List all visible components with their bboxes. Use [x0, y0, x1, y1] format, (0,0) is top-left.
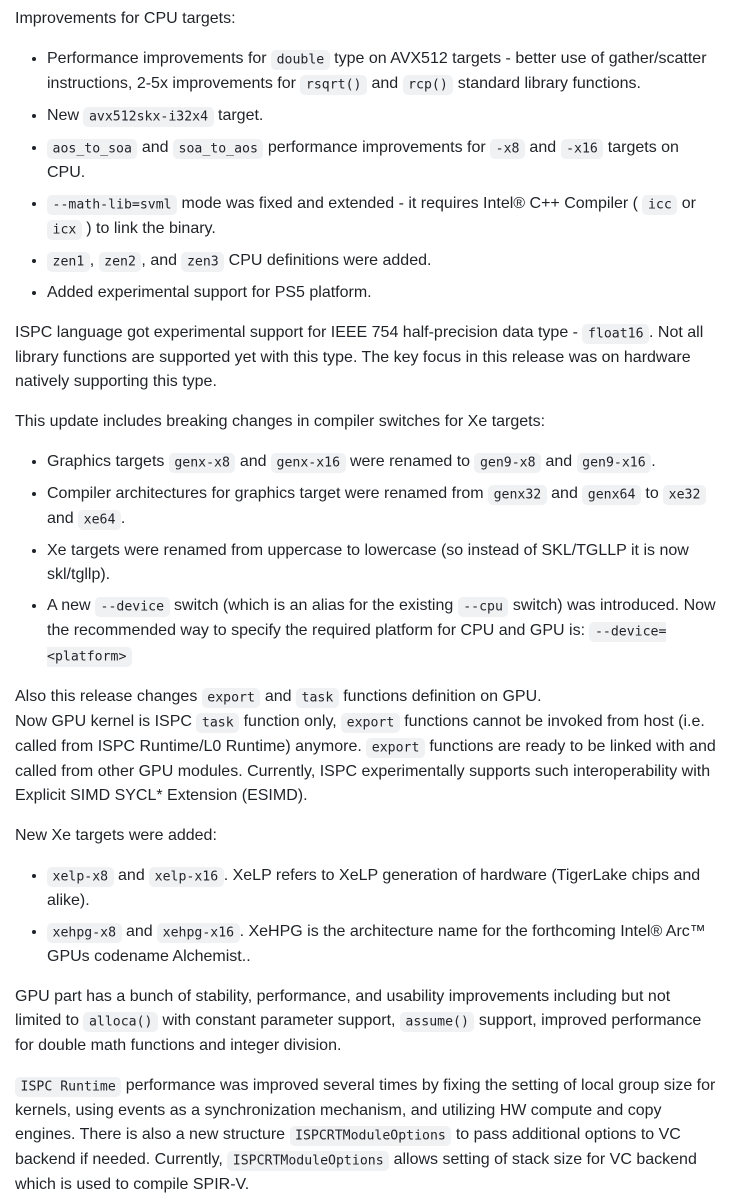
inline-code: xelp-x8	[47, 867, 114, 887]
text-run: performance was improved several times by fixing the setting of local group size for kernels, using events as a synchronization mechanism, and utilizing HW compute and copy engines. There is also a new structure	[15, 1077, 716, 1143]
inline-code: export	[366, 738, 425, 758]
list-item	[47, 594, 720, 669]
text-run: functions definition on GPU.	[338, 688, 542, 705]
text-run: type on AVX512 targets - better use of gather/scatter instructions, 2-5x improvements for	[47, 50, 707, 92]
text-run: allows setting of stack size for VC backend which is used to compile SPIR-V.	[15, 1151, 697, 1193]
text-run: Also this release changes	[15, 688, 202, 705]
text-run: , and	[141, 252, 182, 269]
text-run: Added experimental support for PS5 platform.	[47, 284, 372, 301]
list-item	[47, 864, 720, 913]
text-run: switch) was introduced. Now the recommended way to specify the required platform for CPU and GPU is:	[47, 597, 716, 639]
inline-code: soa_to_aos	[173, 139, 263, 159]
text-run: and	[524, 139, 561, 156]
inline-code: rsqrt()	[300, 75, 367, 95]
text-run: targets on CPU.	[47, 139, 679, 181]
text-run: target.	[213, 107, 264, 124]
text-run: were renamed to	[345, 453, 475, 470]
text-run: and	[137, 139, 173, 156]
list-item	[47, 192, 720, 242]
list-item	[47, 136, 720, 185]
inline-code: --cpu	[458, 597, 509, 617]
inline-code: --device	[95, 597, 170, 617]
inline-code: zen1	[47, 252, 90, 272]
bullet-list	[15, 47, 720, 305]
inline-code: export	[341, 713, 400, 733]
text-run: switch (which is an alias for the existing	[169, 597, 458, 614]
list-item	[47, 920, 720, 969]
inline-code: --math-lib=svml	[47, 195, 177, 215]
text-run: CPU definitions were added.	[224, 252, 432, 269]
inline-code: -x16	[561, 139, 604, 159]
text-run: This update includes breaking changes in compiler switches for Xe targets:	[15, 413, 546, 430]
inline-code: zen3	[181, 252, 224, 272]
text-run: and	[260, 688, 297, 705]
text-run: New	[47, 107, 84, 124]
inline-code: ISPCRTModuleOptions	[227, 1151, 389, 1171]
inline-code: -x8	[490, 139, 525, 159]
list-item	[47, 104, 720, 129]
text-run: GPU part has a bunch of stability, performance, and usability improvements including but not limited to	[15, 988, 671, 1029]
inline-code: genx-x8	[169, 453, 236, 473]
inline-code: rcp()	[403, 75, 454, 95]
text-run: functions cannot be invoked from host (i.e. called from ISPC Runtime/L0 Runtime) anymore.	[15, 713, 705, 755]
text-run: and	[546, 485, 583, 502]
bullet-list	[15, 864, 720, 969]
text-run: Improvements for CPU targets:	[15, 10, 236, 27]
list-item	[47, 249, 720, 274]
list-item	[47, 47, 720, 97]
text-run: and	[113, 867, 150, 884]
paragraph	[15, 321, 720, 394]
inline-code: ISPC Runtime	[15, 1077, 121, 1097]
text-run: and	[47, 510, 79, 527]
text-run: with constant parameter support,	[158, 1012, 400, 1029]
paragraph	[15, 410, 720, 434]
text-run: function only,	[239, 713, 342, 730]
inline-code: genx32	[488, 485, 547, 505]
inline-code: xehpg-x8	[47, 923, 122, 943]
inline-code: ISPCRTModuleOptions	[290, 1126, 452, 1146]
inline-code: genx-x16	[271, 453, 346, 473]
text-run: and	[367, 75, 403, 92]
text-run: to	[640, 485, 664, 502]
text-run: ISPC language got experimental support for IEEE 754 half-precision data type -	[15, 324, 583, 341]
inline-code: export	[202, 688, 261, 708]
inline-code: xe64	[78, 510, 121, 530]
list-item	[47, 281, 720, 305]
text-run: .	[120, 510, 126, 527]
text-run: ,	[89, 252, 99, 269]
inline-code: xelp-x16	[149, 867, 224, 887]
list-item	[47, 450, 720, 475]
inline-code: gen9-x16	[577, 453, 652, 473]
text-run: support, improved performance for double math functions and integer division.	[15, 1012, 702, 1054]
text-run: Compiler architectures for graphics target were renamed from	[47, 485, 489, 502]
inline-code: gen9-x8	[474, 453, 541, 473]
text-run: Now GPU kernel is ISPC	[15, 713, 197, 730]
text-run: Performance improvements for	[47, 50, 272, 67]
paragraph	[15, 685, 720, 808]
text-run: and	[541, 453, 577, 470]
text-run: . XeHPG is the architecture name for the forthcoming Intel® Arc™ GPUs codename Alchemist..	[47, 923, 706, 965]
paragraph	[15, 824, 720, 848]
inline-code: icc	[642, 195, 677, 215]
paragraph	[15, 7, 720, 31]
text-run: Graphics targets	[47, 453, 169, 470]
inline-code: xehpg-x16	[157, 923, 239, 943]
text-run: to pass additional options to VC backend if needed. Currently,	[15, 1126, 681, 1168]
bullet-list	[15, 450, 720, 669]
inline-code: double	[271, 50, 330, 70]
text-run: functions are ready to be linked with and called from other GPU modules. Currently, ISPC experimentally supports such interoperability with Explicit SIMD SYCL* Extension (ESIMD).	[15, 738, 716, 804]
inline-code: icx	[47, 220, 82, 240]
text-run: A new	[47, 597, 96, 614]
text-run: .	[651, 453, 656, 470]
text-run: . XeLP refers to XeLP generation of hardware (TigerLake chips and alike).	[47, 867, 701, 909]
paragraph	[15, 1074, 720, 1197]
text-run: Xe targets were renamed from uppercase to lowercase (so instead of SKL/TGLLP it is now skl/tgllp).	[47, 542, 689, 583]
inline-code: zen2	[99, 252, 142, 272]
inline-code: task	[296, 688, 339, 708]
paragraph	[15, 985, 720, 1058]
text-run: mode was fixed and extended - it requires Intel® C++ Compiler (	[177, 195, 643, 212]
text-run: New Xe targets were added:	[15, 827, 217, 844]
inline-code: alloca()	[83, 1012, 158, 1032]
list-item	[47, 539, 720, 587]
inline-code: float16	[582, 324, 649, 344]
text-run: and	[121, 923, 158, 940]
text-run: performance improvements for	[263, 139, 491, 156]
inline-code: task	[196, 713, 239, 733]
list-item	[47, 482, 720, 532]
inline-code: assume()	[400, 1012, 475, 1032]
inline-code: --device=<platform>	[47, 622, 666, 667]
text-run: . Not all library functions are supported yet with this type. The key focus in this release was on hardware natively supporting this type.	[15, 324, 704, 390]
text-run: and	[235, 453, 271, 470]
text-run: or	[677, 195, 696, 212]
text-run: standard library functions.	[453, 75, 641, 92]
text-run: ) to link the binary.	[81, 220, 216, 237]
inline-code: xe32	[663, 485, 706, 505]
inline-code: genx64	[582, 485, 641, 505]
inline-code: avx512skx-i32x4	[83, 107, 213, 127]
inline-code: aos_to_soa	[47, 139, 137, 159]
